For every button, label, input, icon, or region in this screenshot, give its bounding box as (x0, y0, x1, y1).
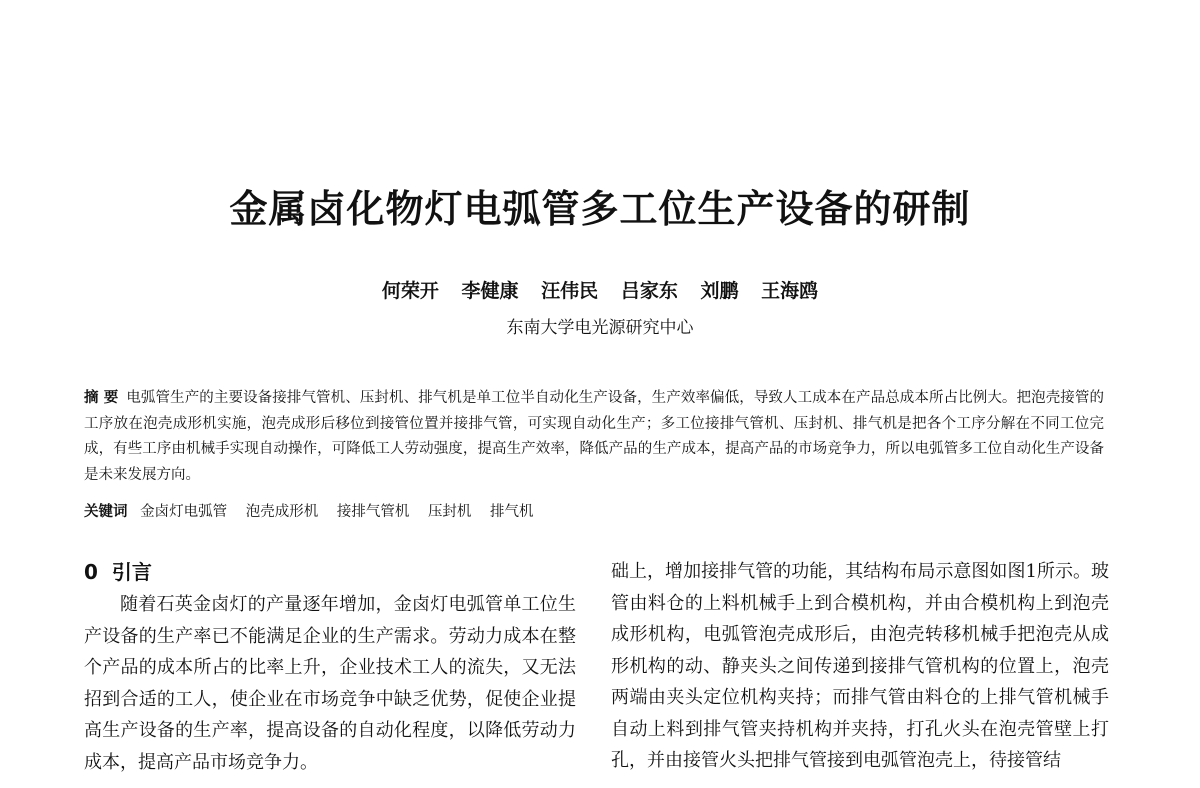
author: 吕家东 (620, 280, 678, 302)
section-number: 0 (84, 560, 98, 584)
keywords (84, 500, 548, 521)
section-title: 引言 (111, 560, 152, 584)
paper-title: 金属卤化物灯电弧管多工位生产设备的研制 (229, 187, 971, 231)
abstract (84, 386, 1104, 488)
abstract-label: 摘 要 (84, 390, 119, 406)
body-paragraph: 础上，增加接排气管的功能，其结构布局示意图如图1所示。玻管由料仓的上料机械手上到合模机构，并由合模机构上到泡壳成形机构，电弧管泡壳成形后，由泡壳转移机械手把泡壳从成形机构的动、静夹头之间传递到接排气管机构的位置上，泡壳两端由夹头定位机构夹持；而排气管由料仓的上排气管机械手自动上料到排气管夹持机构并夹持，打孔火头在泡壳管壁上打孔，并由接管火头把排气管接到电弧管泡壳上，待接管结 (611, 561, 1109, 771)
section-heading (84, 556, 152, 585)
keyword: 泡壳成形机 (245, 504, 319, 520)
author: 刘鹏 (700, 280, 739, 302)
author: 王海鸥 (761, 280, 819, 302)
author: 何荣开 (381, 280, 439, 302)
author: 汪伟民 (541, 280, 599, 302)
keyword: 排气机 (490, 504, 534, 520)
left-column (84, 589, 576, 778)
author: 李健康 (461, 280, 519, 302)
keywords-label: 关键词 (84, 504, 128, 520)
author-list (0, 276, 1200, 303)
abstract-text: 电弧管生产的主要设备接排气管机、压封机、排气机是单工位半自动化生产设备，生产效率偏低，导致人工成本在产品总成本所占比例大。把泡壳接管的工序放在泡壳成形机实施，泡壳成形后移位到接管位置并接排气管，可实现自动化生产；多工位接排气管机、压封机、排气机是把各个工序分解在不同工位完成，有些工序由机械手实现自动操作，可降低工人劳动强度，提高生产效率，降低产品的生产成本，提高产品的市场竞争力，所以电弧管多工位自动化生产设备是未来发展方向。 (84, 390, 1104, 483)
intro-paragraph: 随着石英金卤灯的产量逐年增加，金卤灯电弧管单工位生产设备的生产率已不能满足企业的生产需求。劳动力成本在整个产品的成本所占的比率上升，企业技术工人的流失，又无法招到合适的工人，使企业在市场竞争中缺乏优势，促使企业提高生产设备的生产率，提高设备的自动化程度，以降低劳动力成本，提高产品市场竞争力。 (84, 594, 576, 773)
affiliation: 东南大学电光源研究中心 (506, 318, 694, 338)
keyword: 压封机 (427, 504, 472, 520)
right-column (611, 556, 1109, 777)
keyword: 接排气管机 (336, 504, 410, 520)
keyword: 金卤灯电弧管 (140, 504, 228, 520)
